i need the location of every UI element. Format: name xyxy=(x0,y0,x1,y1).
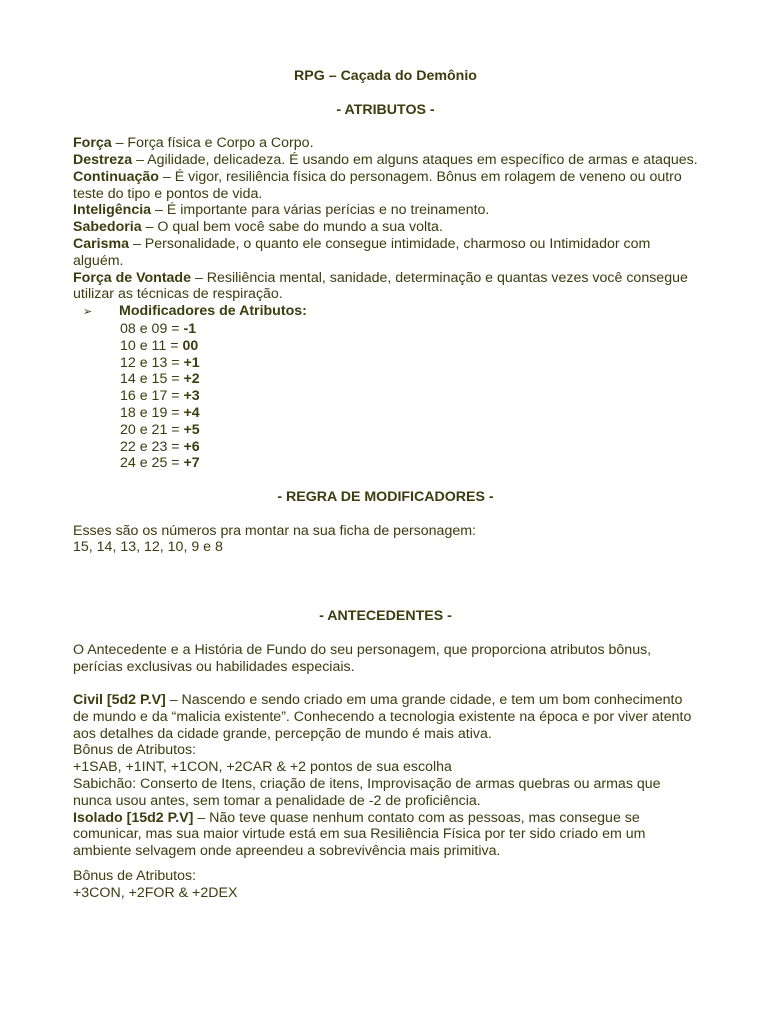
regra-numbers: 15, 14, 13, 12, 10, 9 e 8 xyxy=(73,539,223,556)
modifier-range: 22 e 23 = xyxy=(120,438,184,455)
modifier-value: -1 xyxy=(183,320,197,337)
modifier-row xyxy=(120,422,698,439)
heading-regra-modificadores: - REGRA DE MODIFICADORES - xyxy=(277,488,494,505)
isolado-bonus-label: Bônus de Atributos: xyxy=(73,868,197,885)
modifier-range: 10 e 11 = xyxy=(120,337,183,354)
modifier-value: 00 xyxy=(182,337,199,354)
modifiers-list xyxy=(120,321,698,472)
attribute-name: Continuação xyxy=(73,168,159,185)
modifier-range: 16 e 17 = xyxy=(120,388,184,405)
modifier-value: +1 xyxy=(183,354,200,371)
attribute-item xyxy=(73,135,698,152)
isolado-name: Isolado [15d2 P.V] xyxy=(73,809,194,826)
arrow-bullet-icon: ➢ xyxy=(83,306,93,319)
attribute-name: Força de Vontade xyxy=(73,269,191,286)
attribute-item xyxy=(73,270,698,304)
civil-bonus-label: Bônus de Atributos: xyxy=(73,742,197,759)
regra-text: Esses são os números pra montar na sua ficha de personagem: xyxy=(73,522,476,539)
document-title: RPG – Caçada do Demônio xyxy=(294,68,477,84)
isolado-desc: – Não teve quase nenhum contato com as pessoas, mas consegue se comunicar, mas sua maior virtude está em sua Resiliência Física por ter sido criado em um ambiente selvagem onde apreendeu a sobrevivência mais primitiva. xyxy=(73,809,646,860)
modifier-range: 24 e 25 = xyxy=(120,455,184,472)
antecedentes-intro: O Antecedente e a História de Fundo do seu personagem, que proporciona atributos bônus, perícias exclusivas ou habilidades especiais. xyxy=(73,641,652,675)
civil-skill: Sabichão: Conserto de Itens, criação de itens, Improvisação de armas quebras ou armas que nunca usou antes, sem tomar a penalidade de -2 de proficiência. xyxy=(73,776,661,809)
modifier-range: 20 e 21 = xyxy=(120,421,184,438)
attribute-desc: – Personalidade, o quanto ele consegue intimidade, charmoso ou Intimidador com alguém. xyxy=(73,235,651,269)
attribute-desc: – O qual bem você sabe do mundo a sua volta. xyxy=(141,219,443,236)
attribute-desc: – É importante para várias perícias e no treinamento. xyxy=(151,202,490,219)
modifier-value: +5 xyxy=(183,421,200,438)
modifier-row xyxy=(120,338,698,355)
document-page xyxy=(73,68,698,902)
modifier-value: +2 xyxy=(183,371,200,388)
attribute-item xyxy=(73,219,698,236)
modifier-row xyxy=(120,455,698,472)
attributes-list xyxy=(73,135,698,303)
isolado-description xyxy=(73,810,698,860)
attribute-item xyxy=(73,236,698,270)
modifier-row xyxy=(120,371,698,388)
modifier-value: +7 xyxy=(183,455,200,472)
antecedente-civil xyxy=(73,692,698,810)
modifier-value: +6 xyxy=(183,438,200,455)
attribute-item xyxy=(73,169,698,203)
attribute-desc: – Resiliência mental, sanidade, determinação e quantas vezes você consegue utilizar as técnicas de respiração. xyxy=(73,269,688,303)
isolado-bonus: +3CON, +2FOR & +2DEX xyxy=(73,884,238,901)
modifier-row xyxy=(120,388,698,405)
modifier-range: 18 e 19 = xyxy=(120,404,184,421)
antecedente-isolado xyxy=(73,810,698,902)
modifier-row xyxy=(120,321,698,338)
modifiers-bullet xyxy=(83,303,698,321)
civil-name: Civil [5d2 P.V] xyxy=(73,692,166,709)
modifier-range: 08 e 09 = xyxy=(120,320,184,337)
attribute-name: Força xyxy=(73,135,112,152)
attribute-name: Sabedoria xyxy=(73,219,142,236)
civil-desc: – Nascendo e sendo criado em uma grande cidade, e tem um bom conhecimento de mundo e da “malicia existente”. Conhecendo a tecnologia existente na época e por viver atento aos detalhes da cidade grande, percepção de mundo é mais ativa. xyxy=(73,692,692,742)
attribute-desc: – Força física e Corpo a Corpo. xyxy=(111,135,314,152)
modifier-value: +4 xyxy=(183,404,200,421)
modifier-range: 12 e 13 = xyxy=(120,354,184,371)
modifiers-title: Modificadores de Atributos: xyxy=(119,303,307,320)
modifier-value: +3 xyxy=(183,388,200,405)
attribute-name: Inteligência xyxy=(73,202,152,219)
attribute-desc: – Agilidade, delicadeza. É usando em alguns ataques em específico de armas e ataques. xyxy=(132,151,698,168)
attribute-item xyxy=(73,152,698,169)
modifier-row xyxy=(120,439,698,456)
heading-atributos: - ATRIBUTOS - xyxy=(336,101,435,118)
attribute-name: Destreza xyxy=(73,151,133,168)
modifier-row xyxy=(120,405,698,422)
attribute-item xyxy=(73,202,698,219)
civil-description xyxy=(73,692,698,742)
civil-bonus: +1SAB, +1INT, +1CON, +2CAR & +2 pontos de sua escolha xyxy=(73,759,452,776)
modifier-row xyxy=(120,355,698,372)
modifier-range: 14 e 15 = xyxy=(120,371,184,388)
heading-antecedentes: - ANTECEDENTES - xyxy=(319,608,452,625)
attribute-desc: – É vigor, resiliência física do personagem. Bônus em rolagem de veneno ou outro teste do tipo e pontos de vida. xyxy=(73,168,682,202)
attribute-name: Carisma xyxy=(73,235,129,252)
